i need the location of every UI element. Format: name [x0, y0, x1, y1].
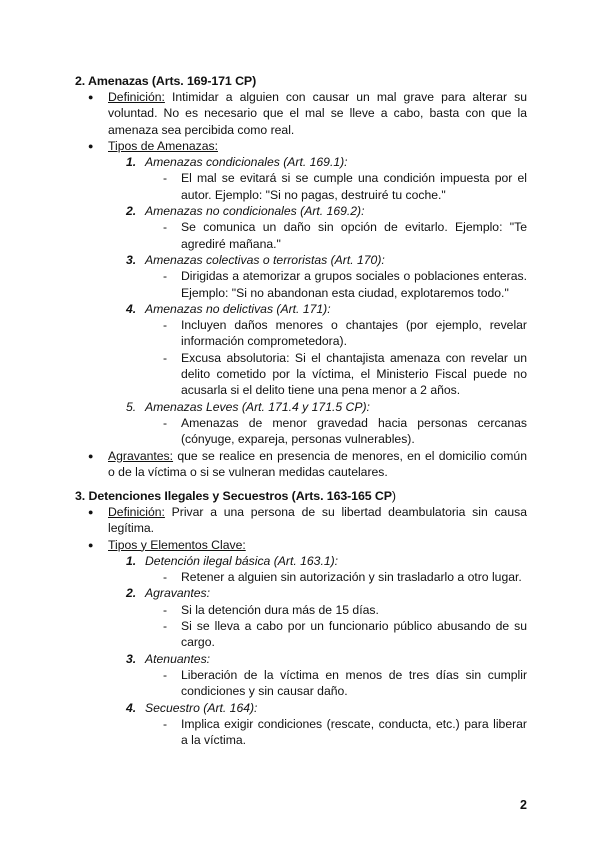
- agravantes-text: que se realice en presencia de menores, en el domicilio común o de la víctima o si se vulneran medidas cautelares.: [108, 448, 527, 479]
- tipo-number: 1.: [126, 155, 137, 170]
- tipo-number: 3.: [126, 252, 137, 267]
- tipo-name: Detención ilegal básica (Art. 163.1):: [145, 553, 339, 568]
- section-3-title-text: 3. Detenciones Ilegales y Secuestros (Arts. 163-165 CP: [75, 489, 392, 503]
- tipo-name: Atenuantes:: [145, 651, 211, 666]
- definicion-bullet: [0, 89, 600, 138]
- tipo-item: [0, 154, 600, 170]
- definicion-bullet: [0, 504, 600, 537]
- tipo-number: 1.: [126, 553, 137, 568]
- tipo-detail: - El mal se evitará si se cumple una condición impuesta por el autor. Ejemplo: "Si no pagas, destruiré tu coche.": [0, 170, 600, 203]
- tipo-name: Amenazas condicionales (Art. 169.1):: [145, 155, 348, 170]
- tipo-item: [0, 651, 600, 667]
- tipo-detail: - Dirigidas a atemorizar a grupos sociales o poblaciones enteras. Ejemplo: "Si no abandonan esta ciudad, explotaremos todo.": [0, 268, 600, 301]
- definicion-text: Privar a una persona de su libertad deambulatoria sin causa legítima.: [108, 505, 527, 536]
- page-number: 2: [520, 798, 527, 812]
- tipo-number: 3.: [126, 651, 137, 666]
- tipo-name: Agravantes:: [145, 586, 211, 601]
- definicion-label: Definición:: [108, 505, 165, 519]
- tipo-item: [0, 252, 600, 268]
- tipo-name: Amenazas colectivas o terroristas (Art. 170):: [145, 252, 385, 267]
- tipo-item: [0, 553, 600, 569]
- tipo-name: Secuestro (Art. 164):: [145, 700, 258, 715]
- tipo-number: 2.: [126, 586, 137, 601]
- tipo-detail: - Excusa absolutoria: Si el chantajista amenaza con revelar un delito cometido por la víctima, el Ministerio Fiscal puede no acusarla si el delito tiene una pena menor a 2 años.: [0, 350, 600, 399]
- tipo-detail: - Liberación de la víctima en menos de tres días sin cumplir condiciones y sin causar daño.: [0, 667, 600, 700]
- tipo-item: [0, 399, 600, 415]
- tipo-item: [0, 203, 600, 219]
- tipos-bullet: [0, 138, 600, 154]
- agravantes-bullet: [0, 448, 600, 481]
- tipos-label: Tipos de Amenazas:: [108, 138, 218, 153]
- tipo-detail: - Se comunica un daño sin opción de evitarlo. Ejemplo: "Te agrediré mañana.": [0, 219, 600, 252]
- tipo-item: [0, 700, 600, 716]
- tipo-number: 5.: [126, 399, 137, 414]
- section-2-body: [0, 89, 600, 480]
- section-2-title: 2. Amenazas (Arts. 169-171 CP): [75, 74, 257, 88]
- tipo-name: Amenazas no delictivas (Art. 171):: [145, 301, 331, 316]
- section-3-body: [0, 504, 600, 748]
- tipo-detail: - Retener a alguien sin autorización y sin trasladarlo a otro lugar.: [0, 569, 600, 585]
- tipo-detail: - Implica exigir condiciones (rescate, conducta, etc.) para liberar a la víctima.: [0, 716, 600, 749]
- tipo-detail: - Si la detención dura más de 15 días.: [0, 602, 600, 618]
- tipo-number: 2.: [126, 204, 137, 219]
- agravantes-label: Agravantes:: [108, 448, 174, 463]
- tipo-name: Amenazas no condicionales (Art. 169.2):: [145, 204, 365, 219]
- section-3-title-tail: ): [391, 489, 396, 503]
- tipos-label: Tipos y Elementos Clave:: [108, 537, 246, 552]
- tipo-number: 4.: [126, 301, 137, 316]
- definicion-text: Intimidar a alguien con causar un mal grave para alterar su voluntad. No es necesario que el mal se lleve a cabo, basta con que la amenaza sea percibida como real.: [108, 90, 527, 137]
- tipos-bullet: [0, 537, 600, 553]
- tipo-item: [0, 585, 600, 601]
- section-3-title: [75, 488, 396, 504]
- tipo-detail: - Si se lleva a cabo por un funcionario público abusando de su cargo.: [0, 618, 600, 651]
- tipo-detail: - Incluyen daños menores o chantajes (por ejemplo, revelar información comprometedora).: [0, 317, 600, 350]
- tipo-number: 4.: [126, 700, 137, 715]
- tipo-name: Amenazas Leves (Art. 171.4 y 171.5 CP):: [145, 399, 370, 414]
- tipo-item: [0, 301, 600, 317]
- definicion-label: Definición:: [108, 90, 165, 104]
- tipo-detail: - Amenazas de menor gravedad hacia personas cercanas (cónyuge, expareja, personas vulnerables).: [0, 415, 600, 448]
